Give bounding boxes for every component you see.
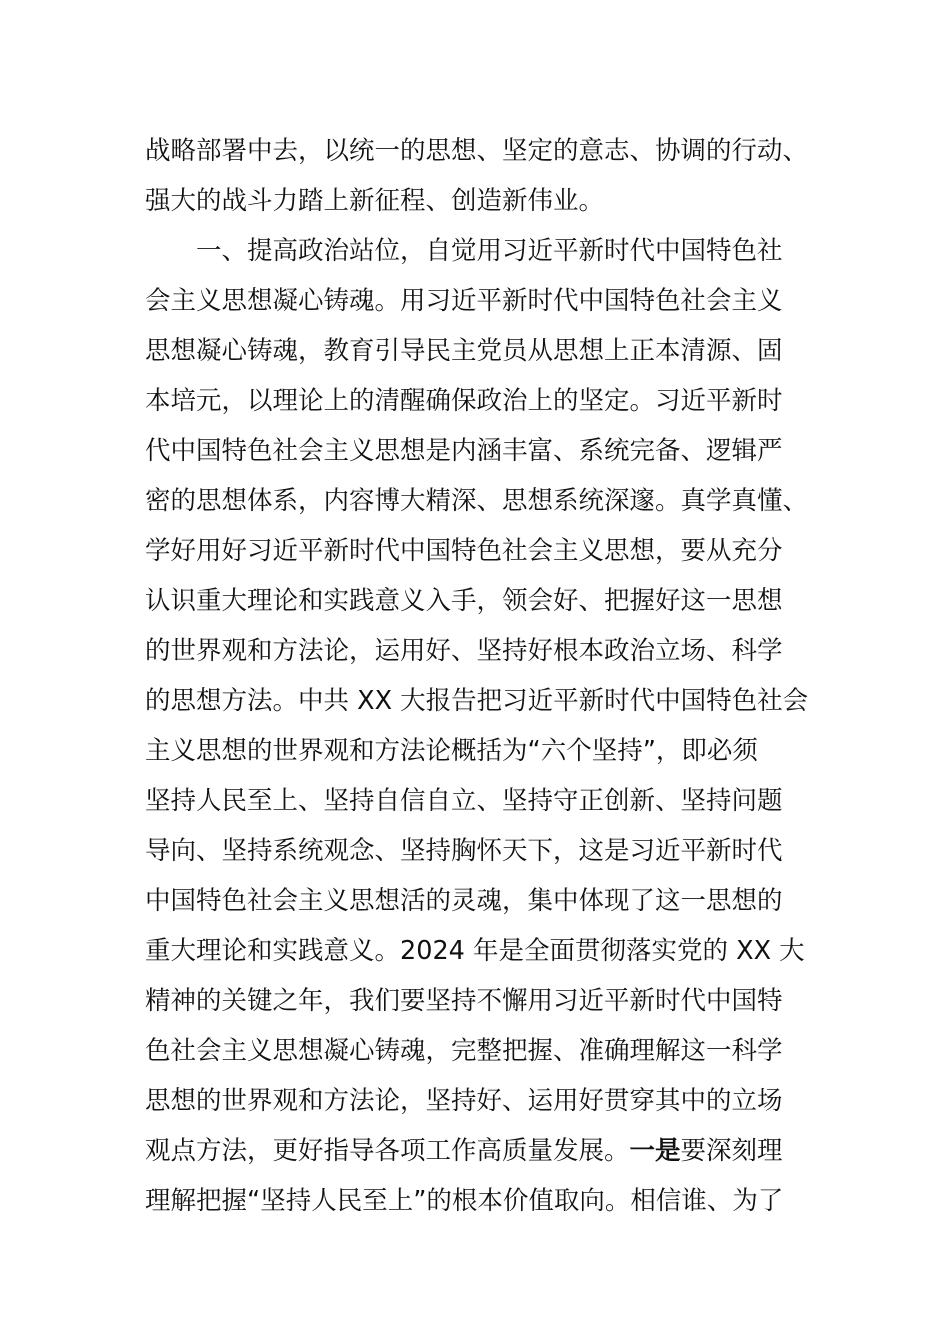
text-line-1: 战略部署中去，以统一的思想、坚定的意志、协调的行动、 <box>145 136 809 166</box>
text-line-7: 代中国特色社会主义思想是内涵丰富、系统完备、逻辑严 <box>145 436 783 466</box>
body-text <box>145 126 810 1226</box>
text-line-20: 思想的世界观和方法论，坚持好、运用好贯穿其中的立场 <box>145 1086 783 1116</box>
text-line-12: 的思想方法。中共 XX 大报告把习近平新时代中国特色社会 <box>145 686 809 716</box>
text-line-5: 思想凝心铸魂，教育引导民主党员从思想上正本清源、固 <box>145 336 783 366</box>
emphasis-first-point: 一是 <box>629 1136 681 1166</box>
text-line-10: 认识重大理论和实践意义入手，领会好、把握好这一思想 <box>145 586 783 616</box>
text-line-18: 精神的关键之年，我们要坚持不懈用习近平新时代中国特 <box>145 986 783 1016</box>
text-line-21 <box>145 1126 810 1176</box>
text-line-14: 坚持人民至上、坚持自信自立、坚持守正创新、坚持问题 <box>145 786 783 816</box>
text-line-17: 重大理论和实践意义。2024 年是全面贯彻落实党的 XX 大 <box>145 936 805 966</box>
text-line-21-main: 观点方法，更好指导各项工作高质量发展。 <box>145 1136 630 1166</box>
text-line-9: 学好用好习近平新时代中国特色社会主义思想，要从充分 <box>145 536 783 566</box>
text-line-16: 中国特色社会主义思想活的灵魂，集中体现了这一思想的 <box>145 886 783 916</box>
text-line-22: 理解把握“坚持人民至上”的根本价值取向。相信谁、为了 <box>145 1186 784 1216</box>
text-line-19: 色社会主义思想凝心铸魂，完整把握、准确理解这一科学 <box>145 1036 783 1066</box>
text-line-21-tail: 要深刻理 <box>680 1136 783 1166</box>
text-line-15: 导向、坚持系统观念、坚持胸怀天下，这是习近平新时代 <box>145 836 783 866</box>
section-heading-line: 一、提高政治站位，自觉用习近平新时代中国特色社 <box>196 236 783 266</box>
text-line-11: 的世界观和方法论，运用好、坚持好根本政治立场、科学 <box>145 636 783 666</box>
text-line-13: 主义思想的世界观和方法论概括为“六个坚持”，即必须 <box>145 736 758 766</box>
text-line-8: 密的思想体系，内容博大精深、思想系统深邃。真学真懂、 <box>145 486 809 516</box>
text-line-2: 强大的战斗力踏上新征程、创造新伟业。 <box>145 186 605 216</box>
text-line-4: 会主义思想凝心铸魂。用习近平新时代中国特色社会主义 <box>145 286 783 316</box>
text-line-6: 本培元，以理论上的清醒确保政治上的坚定。习近平新时 <box>145 386 783 416</box>
